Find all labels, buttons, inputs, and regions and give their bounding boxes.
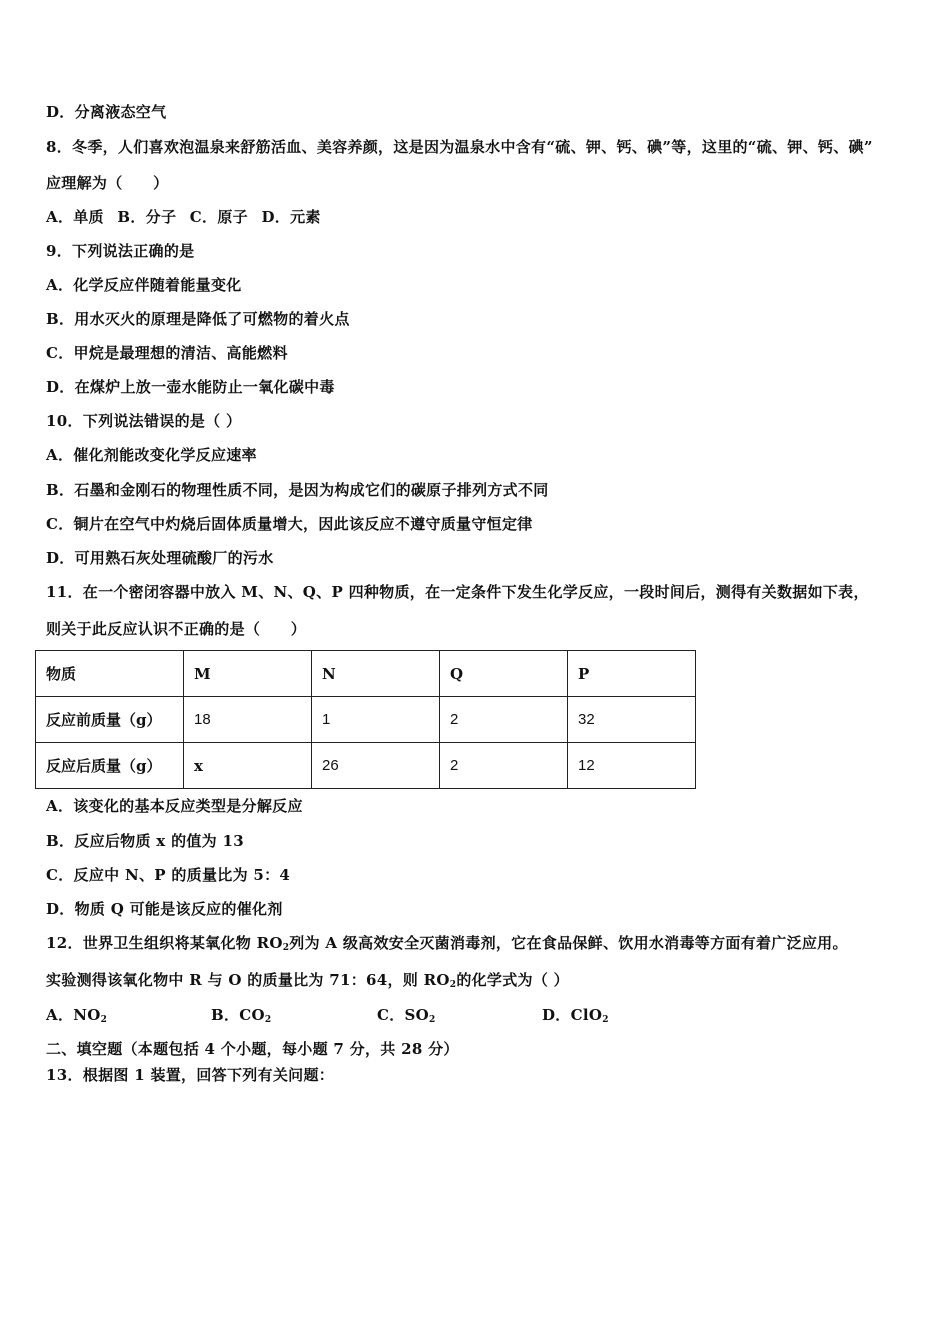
q12-stem-line1 <box>46 933 848 958</box>
q10-stem: 10．下列说法错误的是（ ） <box>46 412 242 430</box>
table-row-label: 反应前质量（g） <box>36 697 184 743</box>
q12-option-a: A．$NO_2$ <box>46 1006 108 1025</box>
q12-stem-line2 <box>46 970 569 995</box>
q11-option-b: B．反应后物质 x 的值为 13 <box>46 832 244 850</box>
table-cell: x <box>184 743 312 789</box>
table-cell: 26 <box>312 743 440 789</box>
q8-stem-line1: 8．冬季，人们喜欢泡温泉来舒筋活血、美容养颜，这是因为温泉水中含有“硫、钾、钙、碘”等，这里的“硫、钾、钙、碘” <box>46 138 873 156</box>
q11-option-d: D．物质 Q 可能是该反应的催化剂 <box>46 900 283 918</box>
q12-stem1-subscript: 2 <box>282 943 290 953</box>
q11-stem-line1: 11．在一个密闭容器中放入 M、N、Q、P 四种物质，在一定条件下发生化学反应，一段时间后，测得有关数据如下表， <box>46 583 869 601</box>
table-header-cell: M <box>184 651 312 697</box>
q12-stem1-text-rest: 列为 A 级高效安全灭菌消毒剂，它在食品保鲜、饮用水消毒等方面有着广泛应用。 <box>289 934 848 952</box>
table-row <box>36 697 696 743</box>
q12-stem2-text: 实验测得该氧化物中 R 与 O 的质量比为 71：64，则 RO <box>46 971 450 989</box>
table-header-cell: N <box>312 651 440 697</box>
table-cell: 32 <box>568 697 696 743</box>
q10-option-b: B．石墨和金刚石的物理性质不同，是因为构成它们的碳原子排列方式不同 <box>46 481 549 499</box>
q11-data-table <box>35 650 696 789</box>
q8-option-a: A．单质 <box>46 208 104 226</box>
q10-option-c: C．铜片在空气中灼烧后固体质量增大，因此该反应不遵守质量守恒定律 <box>46 515 533 533</box>
q9-option-a: A．化学反应伴随着能量变化 <box>46 276 242 294</box>
q12-stem1-text: 12．世界卫生组织将某氧化物 RO <box>46 934 283 952</box>
q9-option-b: B．用水灭火的原理是降低了可燃物的着火点 <box>46 310 350 328</box>
q10-option-d: D．可用熟石灰处理硫酸厂的污水 <box>46 549 274 567</box>
table-header-cell: P <box>568 651 696 697</box>
q9-stem: 9．下列说法正确的是 <box>46 242 195 260</box>
table-cell: 2 <box>440 697 568 743</box>
q7-option-d: D．分离液态空气 <box>46 103 167 121</box>
table-cell: 1 <box>312 697 440 743</box>
table-cell: 12 <box>568 743 696 789</box>
q12-option-b: B．$CO_2$ <box>211 1006 272 1025</box>
q8-options <box>46 207 329 227</box>
q9-option-d: D．在煤炉上放一壶水能防止一氧化碳中毒 <box>46 378 335 396</box>
q11-option-c: C．反应中 N、P 的质量比为 5：4 <box>46 866 291 884</box>
q8-option-b: B．分子 <box>117 208 177 226</box>
q11-stem-line2: 则关于此反应认识不正确的是（ ） <box>46 620 307 638</box>
table-row <box>36 743 696 789</box>
q12-option-d: D．ClO$_2$ <box>542 1006 609 1025</box>
q9-option-c: C．甲烷是最理想的清洁、高能燃料 <box>46 344 288 362</box>
q12-stem2-subscript: 2 <box>449 980 457 990</box>
q8-stem-line2: 应理解为（ ） <box>46 174 169 192</box>
q12-stem2-text-rest: 的化学式为（ ） <box>456 971 569 989</box>
table-header-row <box>36 651 696 697</box>
q8-option-c: C．原子 <box>189 208 248 226</box>
q12-option-c: C．$SO_2$ <box>377 1006 436 1025</box>
q8-option-d: D．元素 <box>261 208 321 226</box>
table-row-label: 反应后质量（g） <box>36 743 184 789</box>
table-header-cell: Q <box>440 651 568 697</box>
table-cell: 18 <box>184 697 312 743</box>
q13-stem: 13．根据图 1 装置，回答下列有关问题： <box>46 1066 335 1084</box>
table-cell: 2 <box>440 743 568 789</box>
q10-option-a: A．催化剂能改变化学反应速率 <box>46 446 257 464</box>
table-header-cell: 物质 <box>36 651 184 697</box>
q11-option-a: A．该变化的基本反应类型是分解反应 <box>46 797 303 815</box>
section-title: 二、填空题（本题包括 4 个小题，每小题 7 分，共 28 分） <box>46 1040 459 1058</box>
